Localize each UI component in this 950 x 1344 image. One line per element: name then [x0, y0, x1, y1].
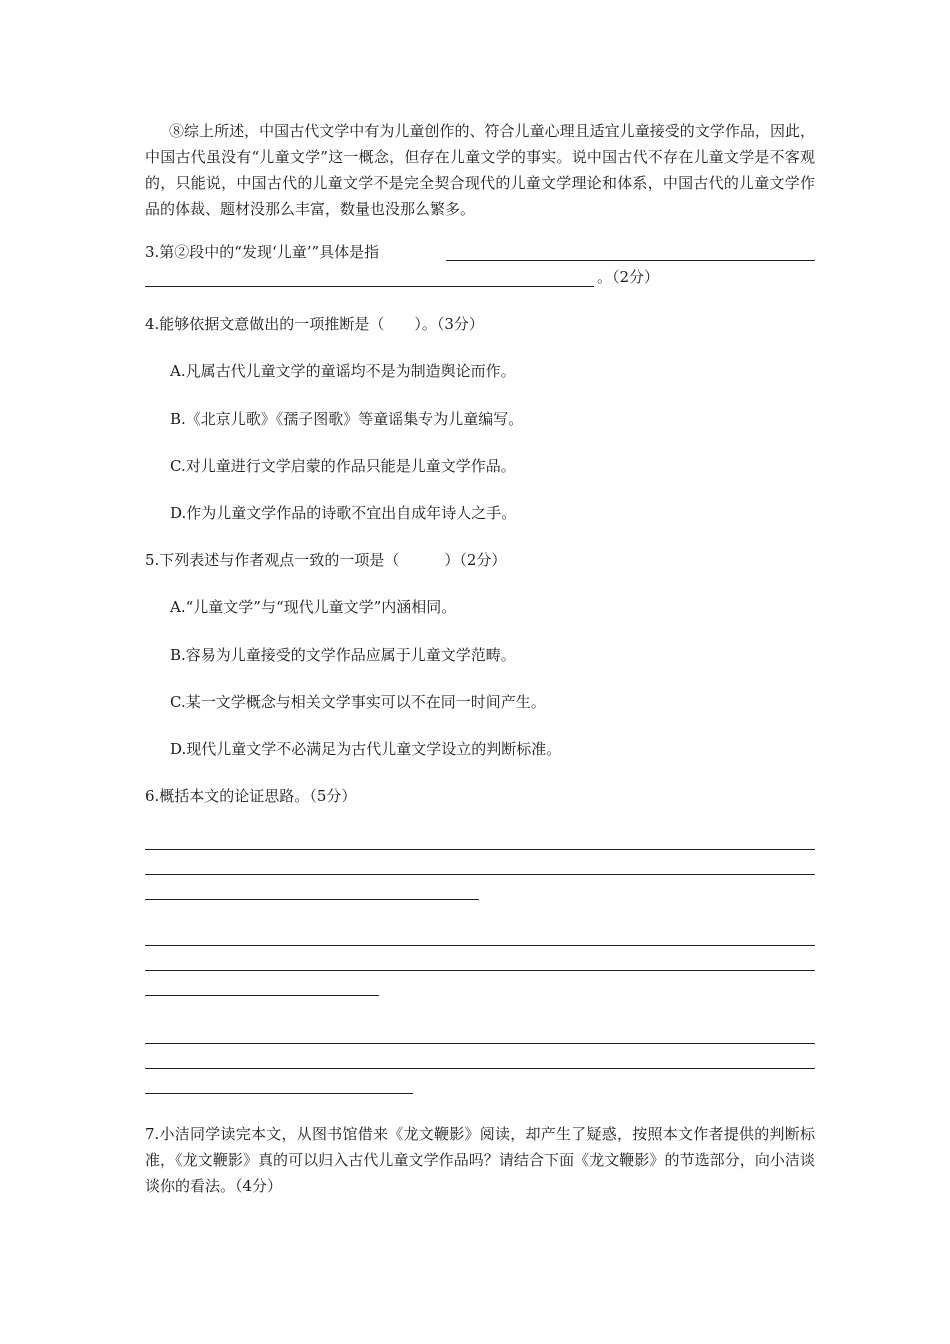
- q6-answer-line[interactable]: [145, 849, 815, 850]
- passage-paragraph-8: ⑧综上所述，中国古代文学中有为儿童创作的、符合儿童心理且适宜儿童接受的文学作品，因此，中国古代虽没有“儿童文学”这一概念，但存在儿童文学的事实。说中国古代不存在儿童文学是不客观的，只能说，中国古代的儿童文学不是完全契合现代的儿童文学理论和体系，中国古代的儿童文学作品的体裁、题材没那么丰富，数量也没那么繁多。: [145, 122, 815, 218]
- question-3-stem: 3.第②段中的“发现‘儿童’”具体是指: [145, 243, 380, 261]
- question-3-tail: 。（2分）: [597, 268, 660, 286]
- q3-answer-line-1[interactable]: [446, 260, 815, 261]
- q6-answer-line[interactable]: [145, 1043, 815, 1044]
- q4-option-d[interactable]: D.作为儿童文学作品的诗歌不宜出自成年诗人之手。: [170, 504, 517, 522]
- q4-option-a[interactable]: A.凡属古代儿童文学的童谣均不是为制造舆论而作。: [170, 362, 516, 380]
- q6-answer-line[interactable]: [145, 995, 379, 996]
- q6-answer-line[interactable]: [145, 1093, 413, 1094]
- question-7-stem: 7.小洁同学读完本文，从图书馆借来《龙文鞭影》阅读，却产生了疑惑，按照本文作者提供的判断标准，《龙文鞭影》真的可以归入古代儿童文学作品吗？请结合下面《龙文鞭影》的节选部分，向小洁谈谈你的看法。（4分）: [145, 1125, 815, 1195]
- question-6-stem: 6.概括本文的论证思路。（5分）: [145, 787, 357, 805]
- q6-answer-line[interactable]: [145, 945, 815, 946]
- question-4-stem: 4.能够依据文意做出的一项推断是（ ）。（3分）: [145, 315, 484, 333]
- q6-answer-line[interactable]: [145, 970, 815, 971]
- q4-option-b[interactable]: B.《北京儿歌》《孺子图歌》等童谣集专为儿童编写。: [170, 410, 524, 428]
- q6-answer-line[interactable]: [145, 1068, 815, 1069]
- question-5-stem: 5.下列表述与作者观点一致的一项是（ ）（2分）: [145, 551, 507, 569]
- q3-answer-line-2[interactable]: [145, 286, 594, 287]
- q5-option-b[interactable]: B.容易为儿童接受的文学作品应属于儿童文学范畴。: [170, 646, 516, 664]
- q4-option-c[interactable]: C.对儿童进行文学启蒙的作品只能是儿童文学作品。: [170, 457, 516, 475]
- q5-option-d[interactable]: D.现代儿童文学不必满足为古代儿童文学设立的判断标准。: [170, 740, 562, 758]
- q6-answer-line[interactable]: [145, 874, 815, 875]
- q6-answer-line[interactable]: [145, 899, 479, 900]
- q5-option-c[interactable]: C.某一文学概念与相关文学事实可以不在同一时间产生。: [170, 693, 546, 711]
- q5-option-a[interactable]: A.“儿童文学”与“现代儿童文学”内涵相同。: [170, 598, 457, 616]
